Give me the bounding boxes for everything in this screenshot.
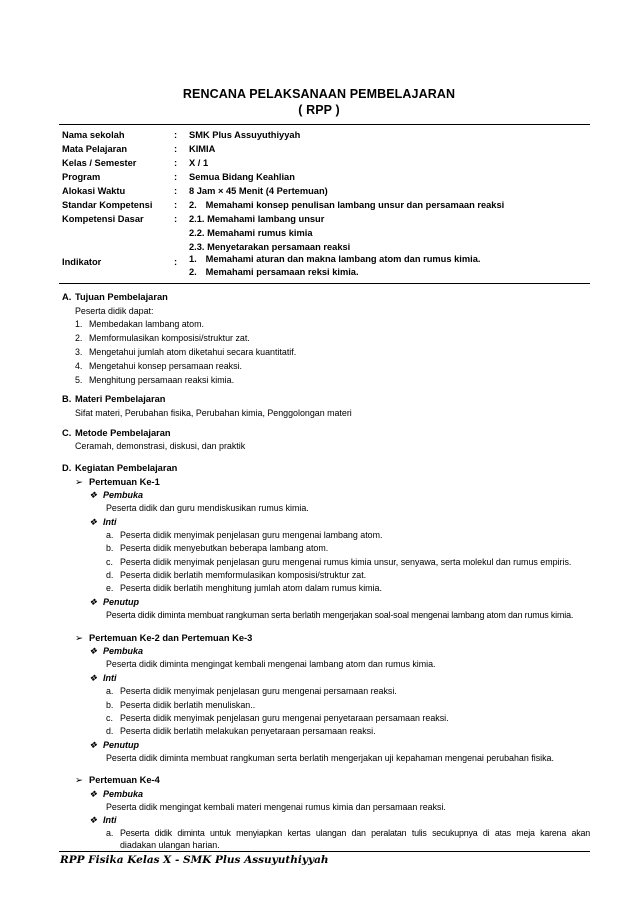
- meeting-1-closing-text: Peserta didik diminta membuat rangkuman serta berlatih mengerjakan soal-soal mengenai lambang atom dan rumus kimia.: [106, 610, 574, 620]
- list-item: c. Peserta didik menyimak penjelasan guru mengenai penyetaraan persamaan reaksi.: [106, 713, 449, 723]
- section-d-heading: D. Kegiatan Pembelajaran: [62, 463, 178, 473]
- diamond-bullet-icon: ❖: [89, 597, 98, 607]
- meeting-1-heading: ➢ Pertemuan Ke-1: [75, 477, 160, 487]
- meeting-4-core-text-line1: Peserta didik diminta untuk menyiapkan kertas ulangan dan peralatan tulis secukupnya di atas meja karena akan: [120, 828, 590, 838]
- diamond-bullet-icon: ❖: [89, 673, 98, 683]
- header-divider: [59, 124, 590, 125]
- document-subtitle: ( RPP ): [298, 103, 340, 117]
- meeting-2-core-label: ❖ Inti: [89, 673, 117, 683]
- meeting-1-closing-label: ❖ Penutup: [89, 597, 139, 607]
- meeting-2-opening-label: ❖ Pembuka: [89, 646, 144, 656]
- arrow-bullet-icon: ➢: [75, 775, 83, 785]
- list-item: b. Peserta didik menyebutkan beberapa lambang atom.: [106, 543, 329, 553]
- meeting-2-heading: ➢ Pertemuan Ke-2 dan Pertemuan Ke-3: [75, 633, 253, 643]
- list-item: d. Peserta didik berlatih memformulasikan komposisi/struktur zat.: [106, 570, 367, 580]
- diamond-bullet-icon: ❖: [89, 815, 98, 825]
- arrow-bullet-icon: ➢: [75, 477, 83, 487]
- meeting-1-opening-label: ❖ Pembuka: [89, 490, 144, 500]
- meeting-2-opening-text: Peserta didik diminta mengingat kembali mengenai lambang atom dan rumus kimia.: [106, 659, 436, 669]
- list-item: 4. Mengetahui konsep persamaan reaksi.: [75, 361, 242, 371]
- section-c-heading: C. Metode Pembelajaran: [62, 428, 171, 438]
- meeting-4-heading: ➢ Pertemuan Ke-4: [75, 775, 160, 785]
- arrow-bullet-icon: ➢: [75, 633, 83, 643]
- list-item: d. Peserta didik berlatih melakukan penyetaraan persamaan reaksi.: [106, 726, 376, 736]
- document-title: RENCANA PELAKSANAAN PEMBELAJARAN: [182, 87, 456, 101]
- list-item: a. Peserta didik menyimak penjelasan guru mengenai persamaan reaksi.: [106, 686, 397, 696]
- page-footer: RPP Fisika Kelas X - SMK Plus Assuyuthiyyah: [60, 854, 329, 866]
- list-item: e. Peserta didik berlatih menghitung jumlah atom dalam rumus kimia.: [106, 583, 382, 593]
- list-item: b. Peserta didik berlatih menuliskan..: [106, 700, 256, 710]
- diamond-bullet-icon: ❖: [89, 646, 98, 656]
- meeting-2-closing-text: Peserta didik diminta membuat rangkuman serta berlatih mengerjakan uji kepahaman mengenai perubahan fisika.: [106, 753, 554, 763]
- table-divider: [59, 283, 590, 284]
- list-item: c. Peserta didik menyimak penjelasan guru mengenai rumus kimia unsur, senyawa, serta molekul dan rumus empiris.: [106, 557, 572, 567]
- list-item: 2. Memformulasikan komposisi/struktur zat.: [75, 333, 250, 343]
- list-item-letter: a.: [106, 828, 114, 838]
- section-b-text: Sifat materi, Perubahan fisika, Perubahan kimia, Penggolongan materi: [75, 408, 352, 418]
- list-item: 3. Mengetahui jumlah atom diketahui secara kuantitatif.: [75, 347, 297, 357]
- diamond-bullet-icon: ❖: [89, 517, 98, 527]
- diamond-bullet-icon: ❖: [89, 490, 98, 500]
- section-a-intro: Peserta didik dapat:: [75, 306, 154, 316]
- meeting-4-core-label: ❖ Inti: [89, 815, 117, 825]
- meeting-1-core-label: ❖ Inti: [89, 517, 117, 527]
- section-c-text: Ceramah, demonstrasi, diskusi, dan praktik: [75, 441, 246, 451]
- list-item: 5. Menghitung persamaan reaksi kimia.: [75, 375, 235, 385]
- diamond-bullet-icon: ❖: [89, 789, 98, 799]
- footer-divider: [59, 851, 590, 852]
- meeting-2-closing-label: ❖ Penutup: [89, 740, 139, 750]
- section-b-heading: B. Materi Pembelajaran: [62, 394, 166, 404]
- meeting-4-opening-label: ❖ Pembuka: [89, 789, 144, 799]
- meeting-4-core-text-line2: diadakan ulangan harian.: [120, 840, 220, 850]
- document-page: RENCANA PELAKSANAAN PEMBELAJARAN ( RPP ) Nama sekolah : SMK Plus Assuyuthiyyah Mata Pelajaran : KIMIA Kelas / Semester : X / 1 Program : Semua Bidang Keahlian Alokasi Waktu : 8 Jam × 45 Menit (4 Pertemuan) Standar Kompetensi : 2. Memahami konsep penulisan lambang unsur dan persamaan reaksi Kompetensi Dasar : 2.1. Memahami lambang unsur 2.2. Memahami rumus kimia 2.3. Menyetarakan persamaan reaksi Indikator : 1. Memahami aturan dan makna lambang atom dan rumus kimia. 2. Memahami persamaan reksi kimia. A. Tujuan Pembelajaran Peserta didik dapat: 1. Membedakan lambang atom. 2. Memformulasikan komposisi/struktur zat. 3. Mengetahui jumlah atom diketahui secara kuantitatif. 4. Mengetahui konsep persamaan reaksi. 5. Menghitung persamaan reaksi kimia. B. Materi Pembelajaran Sifat materi, Perubahan fisika, Perubahan kimia, Penggolongan materi C. Metode Pembelajaran Ceramah, demonstrasi, diskusi, dan praktik D. Kegiatan Pembelajaran ➢ Pertemuan Ke-1 ❖ Pembuka Peserta didik dan guru mendiskusikan rumus kimia. ❖ Inti a. Peserta didik menyimak penjelasan guru mengenai lambang atom. b. Peserta didik menyebutkan beberapa lambang atom. c. Peserta didik menyimak penjelasan guru mengenai rumus kimia unsur, senyawa, serta molekul dan rumus empiris. d. Peserta didik berlatih memformulasikan komposisi/struktur zat. e. Peserta didik berlatih menghitung jumlah atom dalam rumus kimia. ❖ Penutup Peserta didik diminta membuat rangkuman serta berlatih mengerjakan soal-soal mengenai lambang atom dan rumus kimia. ➢ Pertemuan Ke-2 dan Pertemuan Ke-3 ❖ Pembuka Peserta didik diminta mengingat kembali mengenai lambang atom dan rumus kimia. ❖ Inti a. Peserta didik menyimak penjelasan guru mengenai persamaan reaksi. b. Peserta didik berlatih menuliskan.. c. Peserta didik menyimak penjelasan guru mengenai penyetaraan persamaan reaksi. d. Peserta didik berlatih melakukan penyetaraan persamaan reaksi. ❖ Penutup Peserta didik diminta membuat rangkuman serta berlatih mengerjakan uji kepahaman mengenai perubahan fisika. ➢ Pertemuan Ke-4 ❖ Pembuka Peserta didik mengingat kembali materi mengenai rumus kimia dan persamaan reaksi. ❖ Inti a. Peserta didik diminta untuk menyiapkan kertas ulangan dan peralatan tulis secukupnya di atas meja karena akan diadakan ulangan harian. RPP Fisika Kelas X - SMK Plus Assuyuthiyyah: [0, 0, 638, 903]
- section-a-heading: A. Tujuan Pembelajaran: [62, 292, 168, 302]
- meeting-4-opening-text: Peserta didik mengingat kembali materi mengenai rumus kimia dan persamaan reaksi.: [106, 802, 446, 812]
- list-item: 1. Membedakan lambang atom.: [75, 319, 204, 329]
- list-item: a. Peserta didik menyimak penjelasan guru mengenai lambang atom.: [106, 530, 383, 540]
- diamond-bullet-icon: ❖: [89, 740, 98, 750]
- meeting-1-opening-text: Peserta didik dan guru mendiskusikan rumus kimia.: [106, 503, 309, 513]
